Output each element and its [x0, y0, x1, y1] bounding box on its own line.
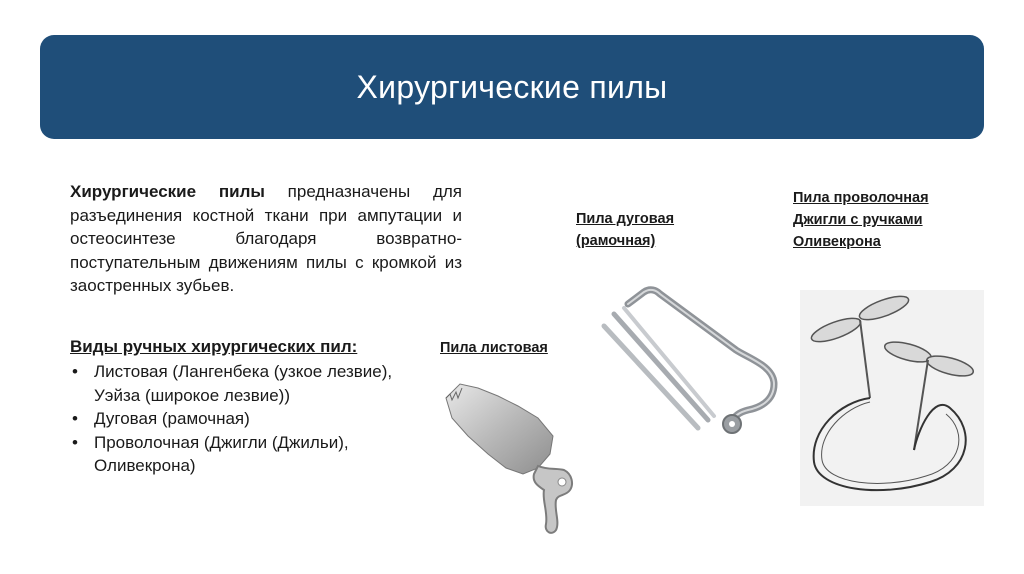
types-heading: Виды ручных хирургических пил:	[70, 337, 358, 356]
caption-wire-line-2: Джигли с ручками	[793, 212, 923, 228]
types-list	[70, 360, 400, 478]
list-item: • Проволочная (Джигли (Джильи), Оливекрона)	[70, 431, 400, 478]
list-item: • Дуговая (рамочная)	[70, 407, 400, 431]
intro-bold-term: Хирургические пилы	[70, 182, 265, 201]
intro-text: предназначены для разъединения костной ткани при ампутации и остеосинтезе благодаря возвратно-поступательным движениям пилы с кромкой из заостренных зубьев.	[70, 182, 462, 295]
caption-arc-line-1: Пила дуговая	[576, 211, 675, 227]
arc-saw-image	[598, 278, 778, 448]
wire-saw-image	[800, 290, 984, 506]
caption-wire-line-3: Оливекрона	[793, 234, 881, 250]
caption-leaf-saw	[440, 337, 548, 359]
caption-wire-line-1: Пила проволочная	[793, 190, 929, 206]
list-item: • Листовая (Лангенбека (узкое лезвие), Уэйза (широкое лезвие))	[70, 360, 400, 407]
page-title: Хирургические пилы	[356, 68, 668, 105]
caption-arc-line-2: (рамочная)	[576, 233, 656, 249]
leaf-saw-image	[438, 378, 588, 538]
title-banner	[40, 35, 984, 139]
caption-wire-saw	[793, 187, 929, 253]
intro-paragraph	[70, 180, 462, 298]
caption-leaf-text: Пила листовая	[440, 340, 548, 356]
caption-arc-saw	[576, 208, 674, 252]
